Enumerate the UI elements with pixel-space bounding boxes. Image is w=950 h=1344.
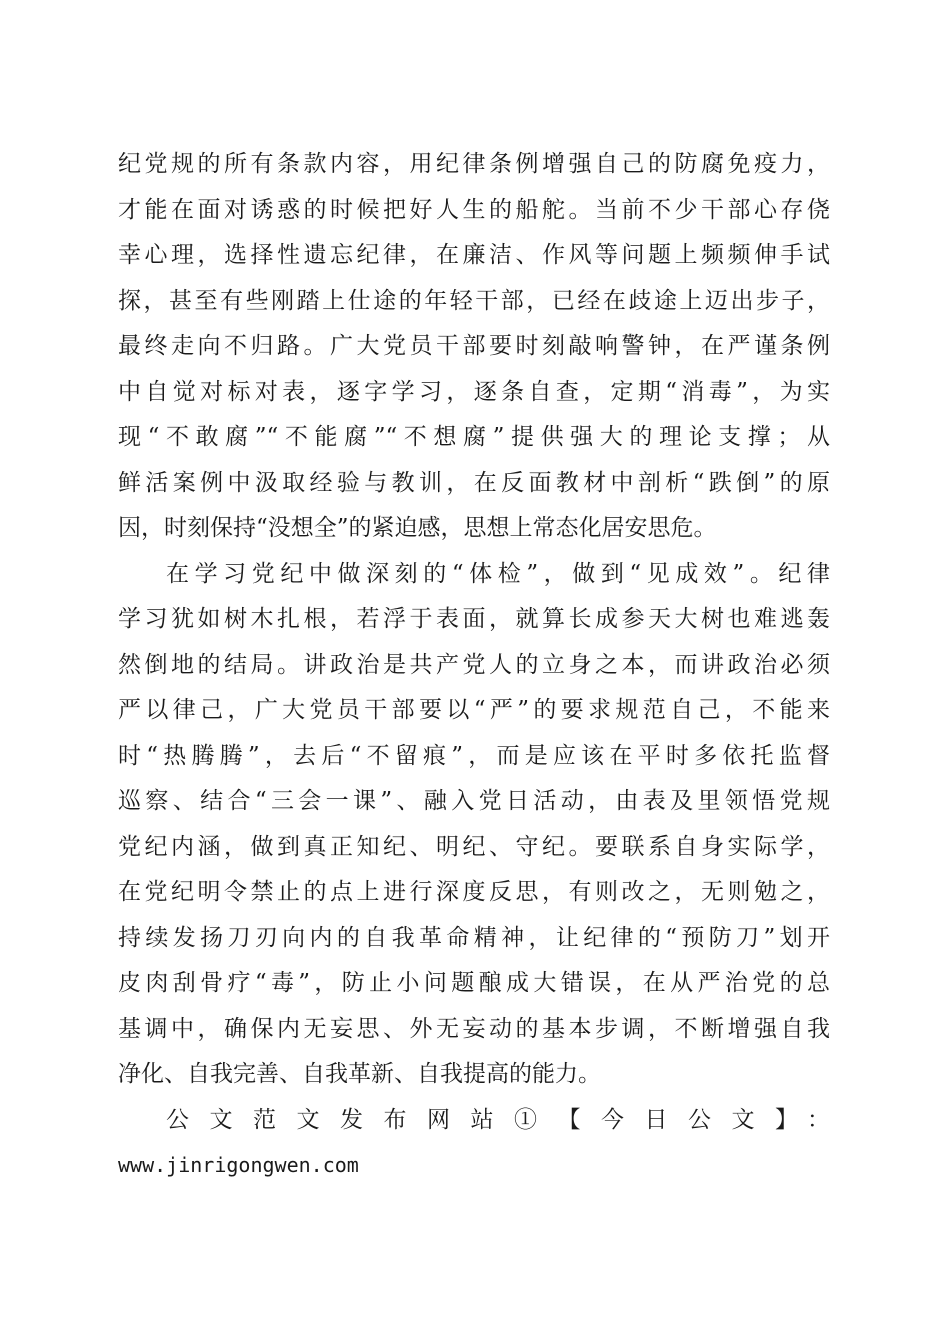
footer-label: 公文范文发布网站①【今日公文】： (166, 1106, 830, 1133)
text-line: 中自觉对标对表，逐字学习，逐条自查，定期“消毒”，为实 (118, 378, 830, 405)
text-line: 严以律己，广大党员干部要以“严”的要求规范自己，不能来 (118, 697, 830, 723)
text-line: 现“不敢腐”“不能腐”“不想腐”提供强大的理论支撑；从 (118, 424, 830, 450)
text-line: 党纪内涵，做到真正知纪、明纪、守纪。要联系自身实际学， (118, 833, 830, 860)
text-line: 探，甚至有些刚踏上仕途的年轻干部，已经在歧途上迈出步子， (118, 287, 830, 314)
text-line: 持续发扬刀刃向内的自我革命精神，让纪律的“预防刀”划开 (118, 924, 830, 951)
paragraph-1 (118, 142, 830, 552)
text-line: 皮肉刮骨疗“毒”，防止小问题酿成大错误，在从严治党的总 (118, 970, 830, 996)
text-line: 净化、自我完善、自我革新、自我提高的能力。 (118, 1061, 601, 1087)
paragraph-2 (118, 552, 830, 1098)
text-line: 巡察、结合“三会一课”、融入党日活动，由表及里领悟党规 (118, 788, 830, 814)
footer-url: www.jinrigongwen.com (118, 1153, 359, 1177)
text-line: 纪党规的所有条款内容，用纪律条例增强自己的防腐免疫力， (118, 151, 830, 177)
text-line: 在学习党纪中做深刻的“体检”，做到“见成效”。纪律 (166, 560, 830, 587)
text-line: 才能在面对诱惑的时候把好人生的船舵。当前不少干部心存侥 (118, 196, 830, 223)
document-body (118, 142, 830, 1189)
text-line: 幸心理，选择性遗忘纪律，在廉洁、作风等问题上频频伸手试 (118, 242, 830, 268)
text-line: 学习犹如树木扎根，若浮于表面，就算长成参天大树也难逃轰 (118, 606, 830, 632)
text-line: 时“热腾腾”，去后“不留痕”，而是应该在平时多依托监督 (118, 742, 830, 769)
footer-source (118, 1098, 830, 1189)
text-line: 在党纪明令禁止的点上进行深度反思，有则改之，无则勉之， (118, 879, 830, 905)
text-line: 因，时刻保持“没想全”的紧迫感，思想上常态化居安思危。 (118, 515, 717, 541)
text-line: 最终走向不归路。广大党员干部要时刻敲响警钟，在严谨条例 (118, 333, 830, 359)
text-line: 基调中，确保内无妄思、外无妄动的基本步调，不断增强自我 (118, 1015, 830, 1042)
text-line: 鲜活案例中汲取经验与教训，在反面教材中剖析“跌倒”的原 (118, 469, 830, 496)
text-line: 然倒地的结局。讲政治是共产党人的立身之本，而讲政治必须 (118, 651, 830, 678)
